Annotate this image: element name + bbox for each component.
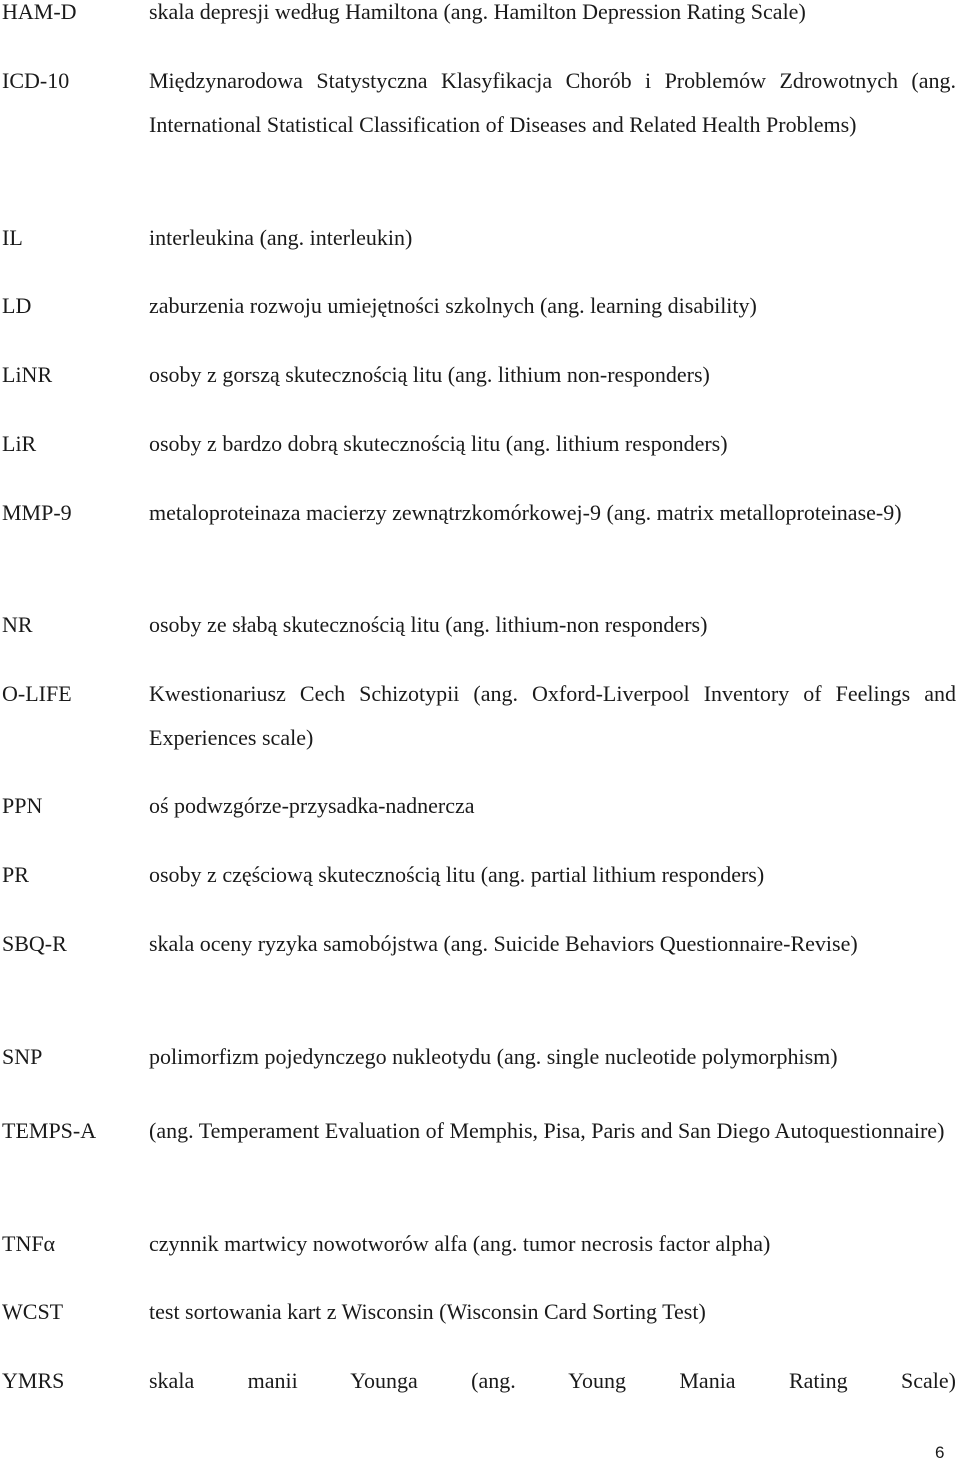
abbreviation-term: WCST xyxy=(2,1299,64,1324)
abbreviation-definition: skala manii Younga (ang. Young Mania Rating Scale) xyxy=(149,1368,956,1393)
abbreviation-definition: Międzynarodowa Statystyczna Klasyfikacja Chorób i Problemów Zdrowotnych (ang. International Statistical Classification of Diseases and Related Health Problems) xyxy=(149,68,956,137)
abbreviation-definition: osoby z gorszą skutecznością litu (ang. lithium non-responders) xyxy=(149,362,710,387)
abbreviation-term: TNFα xyxy=(2,1231,56,1256)
abbreviation-definition: zaburzenia rozwoju umiejętności szkolnych (ang. learning disability) xyxy=(149,293,757,318)
abbreviation-definition: skala depresji według Hamiltona (ang. Hamilton Depression Rating Scale) xyxy=(149,0,806,24)
abbreviation-term: TEMPS-A xyxy=(2,1118,97,1143)
abbreviation-term: ICD-10 xyxy=(2,68,70,93)
abbreviation-term: HAM-D xyxy=(2,0,77,24)
abbreviation-term: O-LIFE xyxy=(2,681,72,706)
abbreviation-definition: (ang. Temperament Evaluation of Memphis, Pisa, Paris and San Diego Autoquestionnaire) xyxy=(149,1118,945,1143)
abbreviation-definition: oś podwzgórze-przysadka-nadnercza xyxy=(149,793,475,818)
abbreviation-definition: osoby z bardzo dobrą skutecznością litu (ang. lithium responders) xyxy=(149,431,728,456)
abbreviation-definition: test sortowania kart z Wisconsin (Wisconsin Card Sorting Test) xyxy=(149,1299,706,1324)
abbreviation-term: NR xyxy=(2,612,33,637)
abbreviation-term: SBQ-R xyxy=(2,931,67,956)
abbreviation-definition: Kwestionariusz Cech Schizotypii (ang. Oxford-Liverpool Inventory of Feelings and Experiences scale) xyxy=(149,681,956,750)
abbreviation-term: SNP xyxy=(2,1044,43,1069)
abbreviation-term: LD xyxy=(2,293,32,318)
abbreviation-term: YMRS xyxy=(2,1368,65,1393)
abbreviation-definition: osoby ze słabą skutecznością litu (ang. lithium-non responders) xyxy=(149,612,708,637)
abbreviation-definition: czynnik martwicy nowotworów alfa (ang. tumor necrosis factor alpha) xyxy=(149,1231,771,1256)
abbreviation-term: LiR xyxy=(2,431,37,456)
abbreviation-definition: metaloproteinaza macierzy zewnątrzkomórkowej-9 (ang. matrix metalloproteinase-9) xyxy=(149,500,902,525)
abbreviation-term: MMP-9 xyxy=(2,500,72,525)
abbreviation-definition: skala oceny ryzyka samobójstwa (ang. Suicide Behaviors Questionnaire-Revise) xyxy=(149,931,858,956)
page-number: 6 xyxy=(935,1443,945,1462)
abbreviation-definition: polimorfizm pojedynczego nukleotydu (ang. single nucleotide polymorphism) xyxy=(149,1044,838,1069)
abbreviation-term: LiNR xyxy=(2,362,53,387)
abbreviation-term: PR xyxy=(2,862,29,887)
abbreviation-term: IL xyxy=(2,225,23,250)
abbreviation-term: PPN xyxy=(2,793,43,818)
abbreviation-definition: osoby z częściową skutecznością litu (ang. partial lithium responders) xyxy=(149,862,765,887)
abbreviation-definition: interleukina (ang. interleukin) xyxy=(149,225,413,250)
